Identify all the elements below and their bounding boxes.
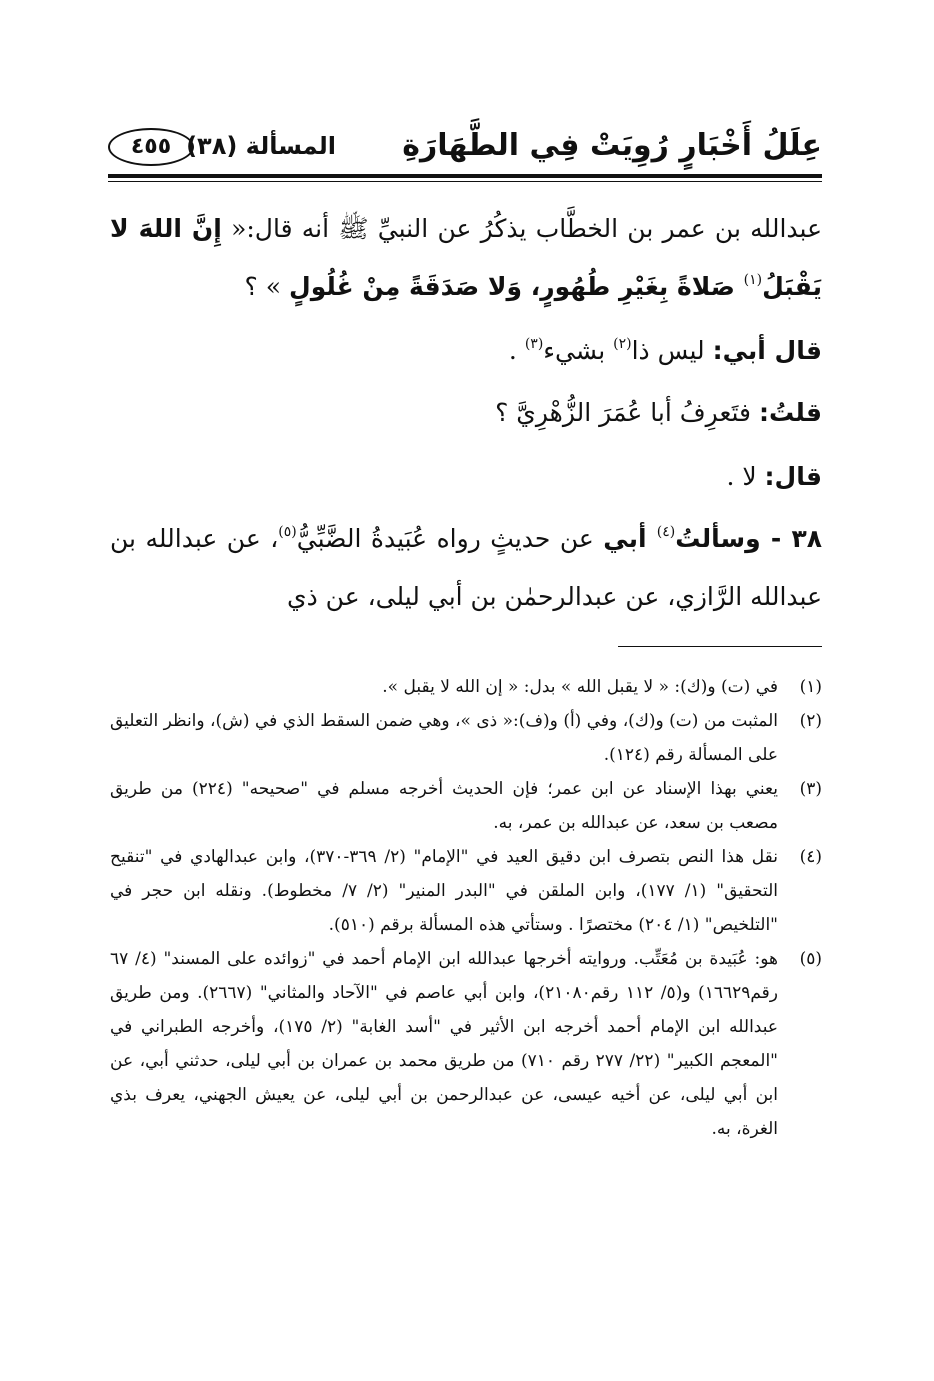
footnote-ref-1: (١)	[743, 272, 763, 288]
line-father-answer	[509, 322, 822, 380]
hadith-quote-end: » ؟	[244, 272, 290, 301]
footnote-item	[110, 840, 822, 942]
paragraph-hadith-intro: عبدالله بن عمر بن الخطَّاب يذكُرُ عن النبيِّ ﷺ أنه قال:«	[221, 214, 822, 243]
footnote-ref-2: (٢)	[613, 336, 632, 352]
hadith-quote-start: إِنَّ اللهَ لا	[110, 214, 222, 243]
line-question	[495, 384, 822, 442]
footnote-item	[110, 670, 822, 704]
page-number: ٤٥٥	[108, 128, 194, 166]
running-title: عِلَلُ أَخْبَارٍ رُوِيَتْ فِي الطَّهَارَةِ	[402, 128, 822, 163]
speaker-label: قال أبي:	[712, 336, 822, 365]
footnote-number: (١)	[799, 677, 822, 697]
footnote-number: (٤)	[799, 847, 822, 867]
footnote-number: (٣)	[799, 779, 822, 799]
issue-label: المسألة (٣٨)	[186, 132, 336, 160]
paragraph-issue-38	[110, 510, 822, 626]
reply-text: لا .	[726, 462, 765, 491]
answer-text: ليس ذا	[631, 336, 713, 365]
issue-number-lead: ٣٨ - وسألتُ	[675, 524, 823, 553]
speaker-label: قال:	[764, 462, 822, 491]
header-rule-thin	[108, 181, 822, 182]
footnote-item	[110, 942, 822, 1146]
issue-text-b: ، عن عبدالله بن عبدالله الرَّازي، عن عبدالرحمٰن بن أبي ليلى، عن ذي	[110, 524, 822, 611]
paragraph-hadith	[110, 200, 822, 316]
footnote-number: (٢)	[799, 711, 822, 731]
footnote-ref-4: (٤)	[656, 524, 676, 540]
answer-end: .	[508, 336, 525, 365]
footnote-item	[110, 772, 822, 840]
footnote-text: يعني بهذا الإسناد عن ابن عمر؛ فإن الحديث أخرجه مسلم في "صحيحه" (٢٢٤) من طريق مصعب بن سعد، عن عبدالله بن عمر، به.	[110, 779, 778, 833]
footnote-item	[110, 704, 822, 772]
footnote-text: نقل هذا النص بتصرف ابن دقيق العيد في "الإمام" (٢/ ٣٦٩-٣٧٠)، وابن عبدالهادي في "تنقيح التحقيق" (١/ ١٧٧)، وابن الملقن في "البدر المنير" (٢/ ٧/ مخطوط). ونقله ابن حجر في "التلخيص" (١/ ٢٠٤) مختصرًا . وستأتي هذه المسألة برقم (٥١٠).	[110, 847, 779, 935]
header-rule-thick	[108, 174, 822, 178]
footnote-separator	[618, 646, 822, 647]
footnote-ref-5: (٥)	[278, 524, 297, 540]
footnote-ref-3: (٣)	[524, 336, 544, 352]
footnote-text: هو: عُبَيدة بن مُعَتِّب. وروايته أخرجها عبدالله ابن الإمام أحمد في "زوائده على المسند" (٤/ ٦٧ رقم١٦٦٢٩) و(٥/ ١١٢ رقم٢١٠٨٠)، وابن أبي عاصم في "الآحاد والمثاني" (٢٦٦٧). ومن طريق عبدالله ابن الإمام أحمد أخرجه ابن الأثير في "أسد الغابة" (٢/ ١٧٥)، وأخرجه الطبراني في "المعجم الكبير" (٢٢/ ٢٧٧ رقم ٧١٠) من طريق محمد بن عمران بن أبي ليلى، حدثني أبي، عن ابن أبي ليلى، عن أخيه عيسى، عن عبدالرحمن بن أبي ليلى، عن يعيش الجهني، يعرف بذي الغرة، به.	[110, 949, 778, 1139]
hadith-quote-word: يَقْبَلُ	[762, 272, 822, 301]
footnote-text: في (ت) و(ك): « لا يقبل الله » بدل: « إن الله لا يقبل ».	[382, 677, 778, 697]
footnote-number: (٥)	[799, 949, 822, 969]
answer-text-b: بشيء	[543, 336, 614, 365]
speaker-label: قلتُ:	[758, 398, 822, 427]
issue-text: عن حديثٍ رواه عُبَيدةُ الضَّبِّيُّ	[296, 524, 604, 553]
footnote-text: المثبت من (ت) و(ك)، وفي (أ) و(ف):« ذى »، وهي ضمن السقط الذي في (ش)، وانظر التعليق على المسألة رقم (١٢٤).	[110, 711, 778, 765]
question-text: فتَعرِفُ أبا عُمَرَ الزُّهْرِيَّ ؟	[495, 398, 759, 427]
line-reply	[726, 448, 822, 506]
issue-bold-word: أبي	[603, 524, 657, 553]
hadith-quote-rest: صَلاةً بِغَيْرِ طُهُورٍ، وَلا صَدَقَةً مِنْ غُلُولٍ	[289, 272, 744, 301]
footnotes	[110, 670, 822, 1146]
